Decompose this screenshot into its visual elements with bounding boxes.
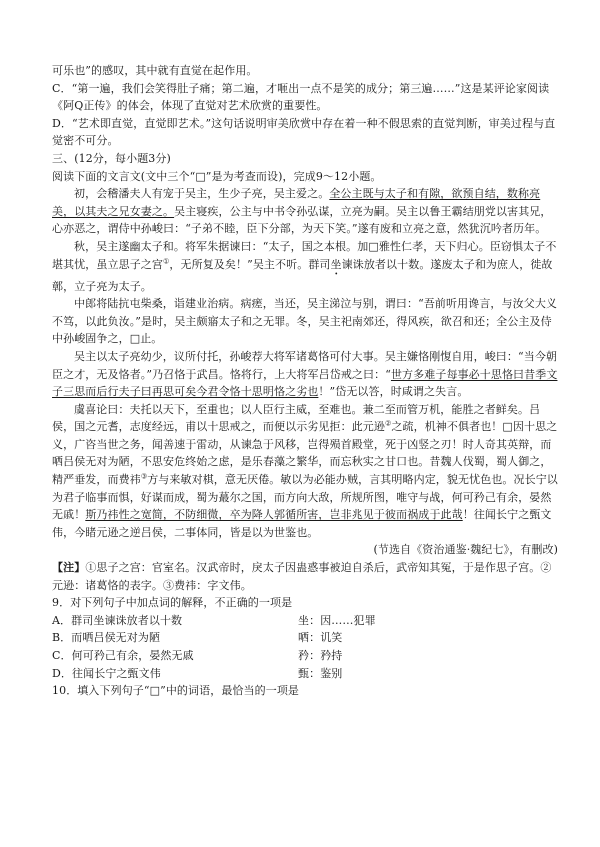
exam-page <box>52 62 558 700</box>
option-gloss: 矜：矜持 <box>298 649 343 662</box>
text-run: 秋，吴主遂幽太子和。将军朱据谏曰：“太子，国之本根。加□雅性仁孝，天下归心。臣窃惧太子不堪其忧，虽立思子之宫 <box>52 239 557 271</box>
text-run: ！”岱无以答，时咸谓之失言。 <box>318 385 469 399</box>
reading-instruction: 阅读下面的文言文(文中三个“□”是为考查而设)，完成9～12小题。 <box>52 169 382 183</box>
option-gloss: 坐：因……犯罪 <box>298 613 376 627</box>
option-text: D．往闻长宁之甄文伟 <box>52 666 161 680</box>
question-10: 10．填入下列句子“□”中的词语，最恰当的一项是 <box>52 684 300 698</box>
paragraph-4 <box>52 348 558 401</box>
q9-option-d <box>52 665 558 683</box>
q9-option-b <box>52 629 558 647</box>
option-gloss: 哂：讥笑 <box>298 631 343 645</box>
text-run: 吴主寝疾，公主与中书令孙弘谋，立亮为嗣。吴主以鲁王霸结朋党以害其兄，心亦恶之，谓侍中孙峻曰：“子弟不睦，臣下分部，为天下笑。”遂有废和立亮之意，然犹沉吟者历年。 <box>52 204 552 236</box>
text-run: 之疏，机神不俱者也！□因十思之义，广咨当世之务，闻善速于雷动，从谏急于风移，岂得殒首殿堂，死于凶竖之刃！时人奇其英辩，而哂吕侯无对为陋，不思安危终始之虑，是乐春藻之繁华，而忘秋实之甘口也。昔魏人伐蜀，蜀人御之，精严垂发，而费祎 <box>52 420 558 487</box>
paragraph-3: 中郎将陆抗屯柴桑，诣建业治病。病瘥，当还，吴主涕泣与别，谓曰：“吾前听用谗言，与汝父大义不笃，以此负汝。”是时，吴主颇寤太子和之无罪。冬，吴主祀南郊还，得风疾，欲召和还；全公主及侍中孙峻固争之，□止。 <box>52 297 558 346</box>
footnote-marker: ③ <box>140 472 148 481</box>
text-run: 初，会稽潘夫人有宠于吴主，生少子亮，吴主爱之。 <box>74 187 330 201</box>
underlined-sentence: 全公主既与太子和有隙，欲预自结，数称亮美，以其夫之兄女妻之。 <box>52 187 541 218</box>
q9-option-c <box>52 647 558 665</box>
footnote-marker: ① <box>163 256 170 265</box>
option-d: D．“艺术即直觉，直觉即艺术。”这句话说明审美欣赏中存在着一种不假思索的直觉判断，审美过程与直觉密不可分。 <box>52 116 556 148</box>
dotted-word: 坐 <box>330 257 342 271</box>
footnote-marker: ② <box>385 419 392 428</box>
option-c: C．“第一遍，我们会笑得肚子痛；第二遍，才咂出一点不是笑的成分；第三遍……”这是某评论家阅读《阿Q正传》的体会，体现了直觉对艺术欣赏的重要性。 <box>52 81 550 113</box>
paragraph-2 <box>52 238 558 295</box>
option-text: B．而哂吕侯无对为陋 <box>52 631 161 645</box>
paragraph-1 <box>52 185 558 238</box>
text-run: 吴主以太子亮幼少，议所付托，孙峻荐大将军诸葛恪可付大事。吴主嫌恪刚愎自用，峻曰：“当今朝臣之才，无及恪者。”乃召恪于武昌。恪将行，上大将军吕岱戒之曰：“ <box>52 349 558 381</box>
note-label: 【注】 <box>52 561 86 575</box>
option-text: C．何可矜己有余，晏然无戚 <box>52 649 194 662</box>
section-heading: 三、(12分，每小题3分) <box>52 151 171 165</box>
option-gloss: 甄：鉴别 <box>298 666 343 680</box>
q9-option-a <box>52 612 558 630</box>
text-run: 谏诛放者以十数。遂废太子和为庶人，徙故鄣，立子亮为太子。 <box>52 257 553 293</box>
question-9: 9．对下列句子中加点词的解释，不正确的一项是 <box>52 596 293 610</box>
note-text: ①思子之宫：官室名。汉武帝时，戾太子因蛊惑事被迫自杀后，武帝知其冤，于是作思子宫。②元逊：诸葛恪的表字。③费祎：字文伟。 <box>52 561 552 592</box>
source-citation: (节选自《资治通鉴·魏纪七》，有删改) <box>373 543 558 557</box>
text-run: ，无所复及矣！”吴主不听。群司 <box>169 257 331 271</box>
paragraph-5 <box>52 401 558 542</box>
text-run: 虞喜论曰：夫托以天下，至重也；以人臣行主威，至难也。兼二至而管万机，能胜之者鲜矣。吕侯，国之元耆，志度经远，甫以十思戒之，而便以示劣见拒：此元逊 <box>52 402 541 434</box>
text-run: ！往闻长宁之甄文伟，今睹元逊之逆吕侯，二事体同，皆是以为世鉴也。 <box>52 508 552 539</box>
text-run: 方与来敏对棋，意无厌倦。敏以为必能办贼，言其明略内定，貌无忧色也。况长宁以为君子临事而惧，好谋而成，蜀为蕞尔之国，而方向大敌，所规所图，唯守与战，何可矜己有余，晏然无戚！ <box>52 473 558 522</box>
text-line: 可乐也”的感叹，其中就有直觉在起作用。 <box>52 64 258 77</box>
underlined-sentence: 斯乃祎性之宽简，不防细微，卒为降人郭循所害，岂非兆见于彼而祸成于此哉 <box>85 508 463 522</box>
underlined-sentence: 世方多难子每事必十思恪曰昔季文子三思而后行夫子曰再思可矣今君令恪十思明恪之劣也 <box>52 367 558 399</box>
option-text: A．群司坐谏诛放者以十数 <box>52 613 183 627</box>
notes <box>52 559 558 594</box>
